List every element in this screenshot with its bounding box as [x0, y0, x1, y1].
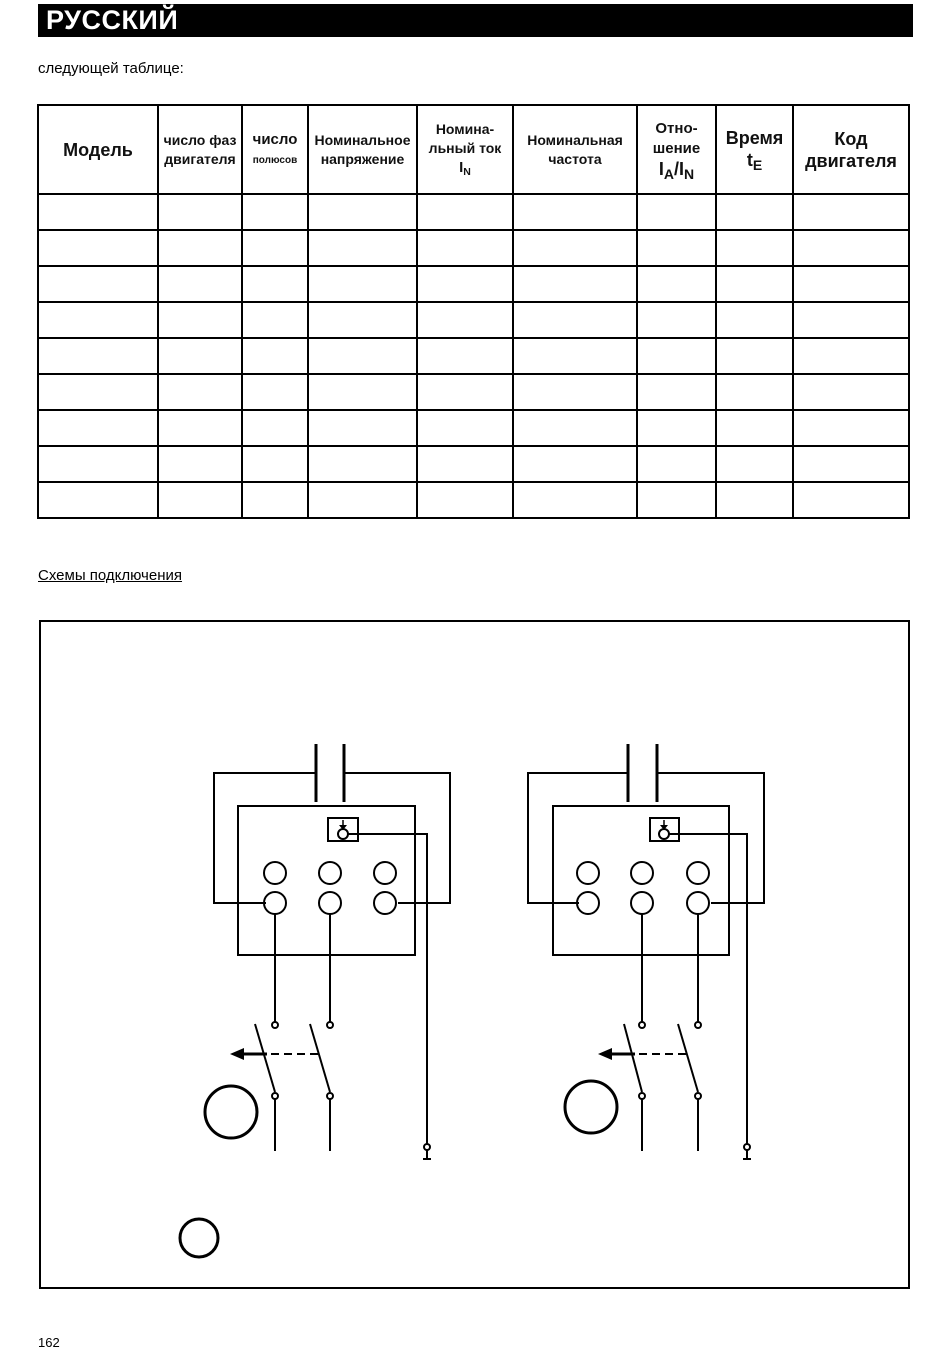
label-circle [205, 1086, 257, 1138]
table-cell [417, 230, 513, 266]
col-header-voltage: Номинальное напряжение [308, 105, 417, 194]
motor-data-table [37, 104, 910, 519]
col-header-model: Модель [38, 105, 158, 194]
table-cell [513, 266, 637, 302]
ground-connector [744, 1144, 750, 1150]
table-cell [242, 266, 308, 302]
table-cell [513, 482, 637, 518]
table-cell [793, 266, 909, 302]
wire [214, 773, 316, 903]
col-header-motor-code: Код двигателя [793, 105, 909, 194]
table-cell [38, 446, 158, 482]
table-cell [158, 194, 242, 230]
switch-contact [639, 1022, 645, 1028]
table-cell [513, 338, 637, 374]
table-cell [308, 374, 417, 410]
switch-contact [272, 1022, 278, 1028]
table-cell [242, 302, 308, 338]
table-cell [637, 410, 716, 446]
table-cell [793, 338, 909, 374]
col-header-current: Номина- льный ток $I_N$ [417, 105, 513, 194]
wire [344, 773, 450, 903]
table-cell [417, 194, 513, 230]
table-cell [38, 266, 158, 302]
table-cell [716, 230, 793, 266]
switch-blade [624, 1024, 642, 1092]
terminal [374, 892, 396, 914]
table-cell [308, 302, 417, 338]
table-cell [38, 302, 158, 338]
ground-wire [669, 834, 747, 1144]
intro-text: следующей таблице: [38, 60, 184, 77]
table-cell [417, 338, 513, 374]
table-cell [513, 194, 637, 230]
col-header-time: Время $t_E$ [716, 105, 793, 194]
table-cell [637, 194, 716, 230]
ground-terminal-screw [659, 829, 669, 839]
table-cell [242, 482, 308, 518]
table-cell [637, 482, 716, 518]
table-cell [513, 410, 637, 446]
table-cell [793, 374, 909, 410]
table-row [38, 374, 909, 410]
page-number: 162 [38, 1335, 60, 1350]
table-cell [793, 482, 909, 518]
wiring-diagram-left [205, 744, 450, 1159]
table-cell [38, 410, 158, 446]
table-cell [308, 410, 417, 446]
table-cell [637, 446, 716, 482]
table-cell [158, 374, 242, 410]
terminal [687, 862, 709, 884]
table-cell [716, 338, 793, 374]
table-row [38, 446, 909, 482]
label-circle [565, 1081, 617, 1133]
table-cell [242, 194, 308, 230]
wire [528, 773, 628, 903]
table-cell [38, 230, 158, 266]
table-cell [716, 194, 793, 230]
table-cell [716, 482, 793, 518]
table-cell [158, 410, 242, 446]
table-cell [637, 266, 716, 302]
col-header-ratio: Отно- шение IA/IN [637, 105, 716, 194]
table-cell [308, 446, 417, 482]
terminal [631, 862, 653, 884]
arrow-icon [598, 1048, 612, 1060]
table-cell [417, 266, 513, 302]
col-header-frequency: Номинальная частота [513, 105, 637, 194]
table-cell [417, 410, 513, 446]
terminal [631, 892, 653, 914]
table-row [38, 482, 909, 518]
table-row [38, 338, 909, 374]
table-cell [417, 482, 513, 518]
terminal [687, 892, 709, 914]
table-cell [793, 410, 909, 446]
table-cell [38, 374, 158, 410]
language-title: РУССКИЙ [46, 5, 179, 35]
table-cell [158, 302, 242, 338]
table-cell [38, 338, 158, 374]
switch-contact [327, 1022, 333, 1028]
table-cell [637, 302, 716, 338]
table-cell [716, 374, 793, 410]
table-cell [716, 446, 793, 482]
table-cell [242, 230, 308, 266]
table-row [38, 302, 909, 338]
table-cell [513, 374, 637, 410]
table-row [38, 266, 909, 302]
label-circle [180, 1219, 218, 1257]
table-cell [793, 302, 909, 338]
table-cell [417, 446, 513, 482]
table-cell [417, 374, 513, 410]
arrow-icon [230, 1048, 244, 1060]
terminal [577, 892, 599, 914]
language-title-bar [38, 4, 913, 37]
table-cell [637, 374, 716, 410]
terminal [264, 892, 286, 914]
table-cell [158, 338, 242, 374]
terminal-box [238, 806, 415, 955]
table-cell [242, 338, 308, 374]
table-cell [38, 194, 158, 230]
terminal [319, 892, 341, 914]
table-cell [716, 266, 793, 302]
wiring-diagram-frame [39, 620, 910, 1289]
switch-blade [310, 1024, 330, 1092]
switch-contact [327, 1093, 333, 1099]
table-cell [308, 482, 417, 518]
table-cell [158, 446, 242, 482]
table-cell [242, 410, 308, 446]
terminal [577, 862, 599, 884]
switch-contact [272, 1093, 278, 1099]
table-cell [308, 230, 417, 266]
switch-blade [255, 1024, 275, 1092]
table-cell [158, 266, 242, 302]
table-cell [716, 302, 793, 338]
table-cell [158, 230, 242, 266]
table-row [38, 194, 909, 230]
table-cell [38, 482, 158, 518]
table-cell [513, 302, 637, 338]
table-cell [242, 374, 308, 410]
table-header-row [38, 105, 909, 194]
table-cell [242, 446, 308, 482]
table-cell [308, 194, 417, 230]
table-cell [716, 410, 793, 446]
wiring-diagrams [41, 622, 912, 1291]
ground-terminal-screw [338, 829, 348, 839]
terminal [264, 862, 286, 884]
table-cell [637, 230, 716, 266]
table-cell [513, 230, 637, 266]
table-cell [513, 446, 637, 482]
col-header-phases: число фаз двигателя [158, 105, 242, 194]
switch-contact [639, 1093, 645, 1099]
table-cell [308, 266, 417, 302]
switch-contact [695, 1093, 701, 1099]
table-cell [793, 194, 909, 230]
table-cell [308, 338, 417, 374]
table-cell [417, 302, 513, 338]
table-cell [158, 482, 242, 518]
wiring-diagram-right [528, 744, 764, 1159]
ground-connector [424, 1144, 430, 1150]
table-row [38, 230, 909, 266]
switch-contact [695, 1022, 701, 1028]
table-cell [793, 230, 909, 266]
switch-blade [678, 1024, 698, 1092]
table-cell [637, 338, 716, 374]
col-header-poles: число полюсов [242, 105, 308, 194]
terminal [374, 862, 396, 884]
table-cell [793, 446, 909, 482]
section-title: Схемы подключения [38, 567, 183, 584]
table-row [38, 410, 909, 446]
terminal [319, 862, 341, 884]
